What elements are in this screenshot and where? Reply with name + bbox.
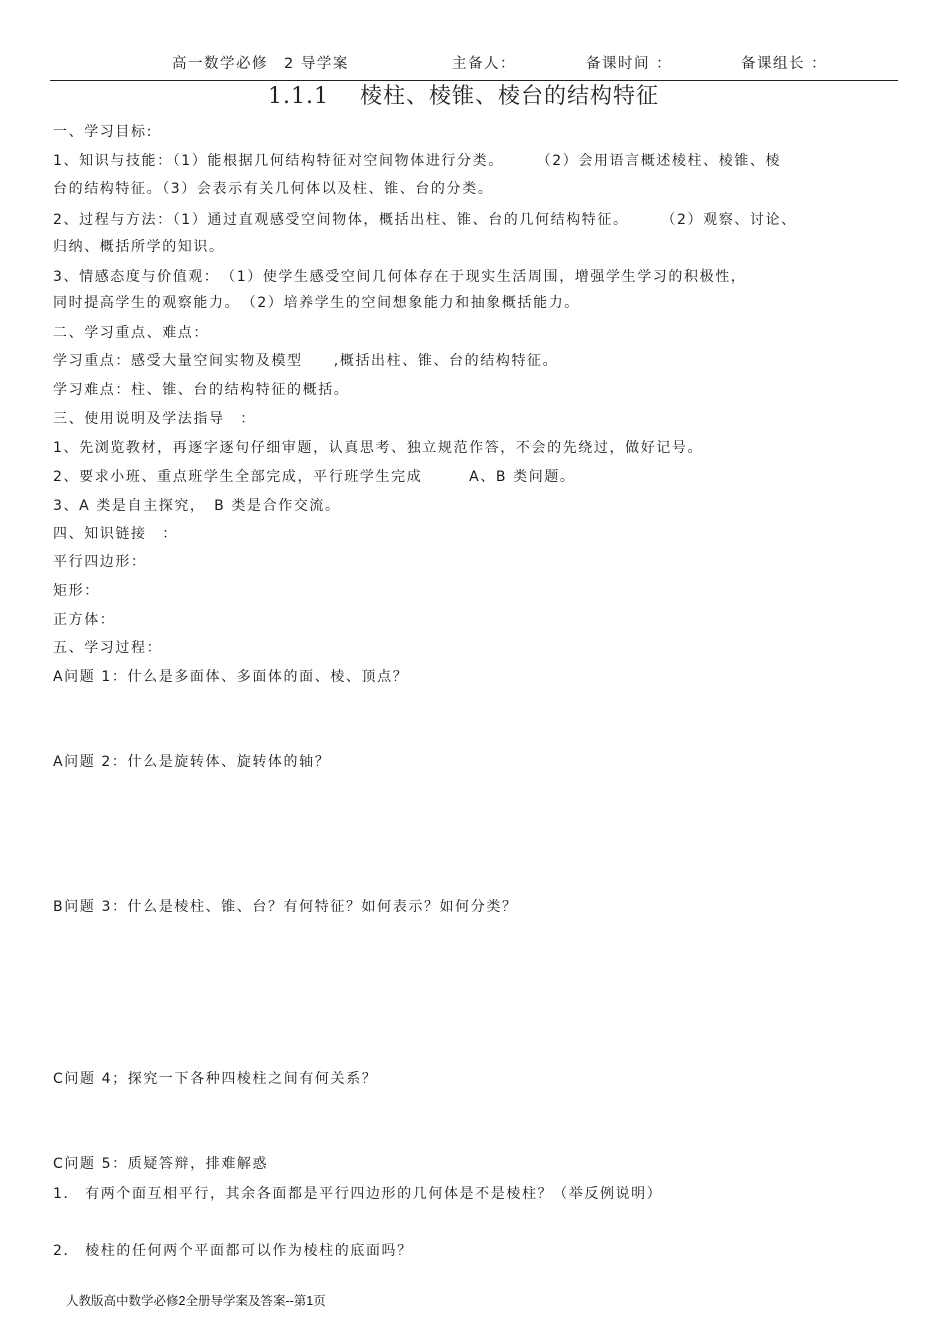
header-group-leader: 备课组长 ： [741,56,828,72]
question-c5-item: 1． 有两个面互相平行，其余各面都是平行四边形的几何体是不是棱柱？（举反例说明） [53,1186,663,1202]
section-heading: 四、知识链接 ： [53,526,178,542]
body-line: 1、先浏览教材，再逐字逐句仔细审题，认真思考、独立规范作答，不会的先绕过，做好记号。 [53,440,704,456]
question-c4: C问题 4；探究一下各种四棱柱之间有何关系？ [53,1071,378,1087]
section-heading: 一、学习目标: [53,124,153,140]
body-line: 1、知识与技能：（1）能根据几何结构特征对空间物体进行分类。 （2）会用语言概述棱柱、棱锥、棱 [53,153,782,169]
body-line: 归纳、概括所学的知识。 [53,239,225,255]
question-b3: B问题 3：什么是棱柱、锥、台？有何特征？如何表示？如何分类？ [53,899,518,915]
section-heading: 三、使用说明及学法指导 ： [53,411,256,427]
question-a1: A问题 1：什么是多面体、多面体的面、棱、顶点？ [53,669,409,685]
body-line: 3、A 类是自主探究， B 类是合作交流。 [53,498,341,514]
body-line: 正方体： [53,612,116,628]
question-a2: A问题 2：什么是旋转体、旋转体的轴？ [53,754,331,770]
body-line: 2、过程与方法：（1）通过直观感受空间物体，概括出柱、锥、台的几何结构特征。 （2）观察、讨论、 [53,212,797,228]
body-line: 矩形： [53,583,100,599]
question-c5-item: 2． 棱柱的任何两个平面都可以作为棱柱的底面吗？ [53,1243,413,1259]
body-line: 学习难点：柱、锥、台的结构特征的概括。 [53,382,350,398]
body-line: 学习重点：感受大量空间实物及模型 ,概括出柱、锥、台的结构特征。 [53,353,559,369]
header-course: 高一数学必修 2 导学案 [172,56,349,72]
body-line: 同时提高学生的观察能力。 （2）培养学生的空间想象能力和抽象概括能力。 [53,295,580,311]
section-heading: 五、学习过程： [53,640,163,656]
header-prep-time: 备课时间 ： [586,56,673,72]
section-heading: 二、学习重点、难点： [53,325,209,341]
page-title: 1.1.1 棱柱、棱锥、棱台的结构特征 [268,84,659,109]
body-line: 台的结构特征。（3）会表示有关几何体以及柱、锥、台的分类。 [53,181,494,197]
page-footer: 人教版高中数学必修2全册导学案及答案--第1页 [66,1294,326,1308]
header-preparer: 主备人： [452,56,516,72]
body-line: 3、情感态度与价值观： （1）使学生感受空间几何体存在于现实生活周围，增强学生学习的积极性， [53,269,747,285]
body-line: 平行四边形： [53,554,147,570]
body-line: 2、要求小班、重点班学生全部完成，平行班学生完成 A、B 类问题。 [53,469,576,485]
question-c5: C问题 5：质疑答辩，排难解惑 [53,1156,269,1172]
